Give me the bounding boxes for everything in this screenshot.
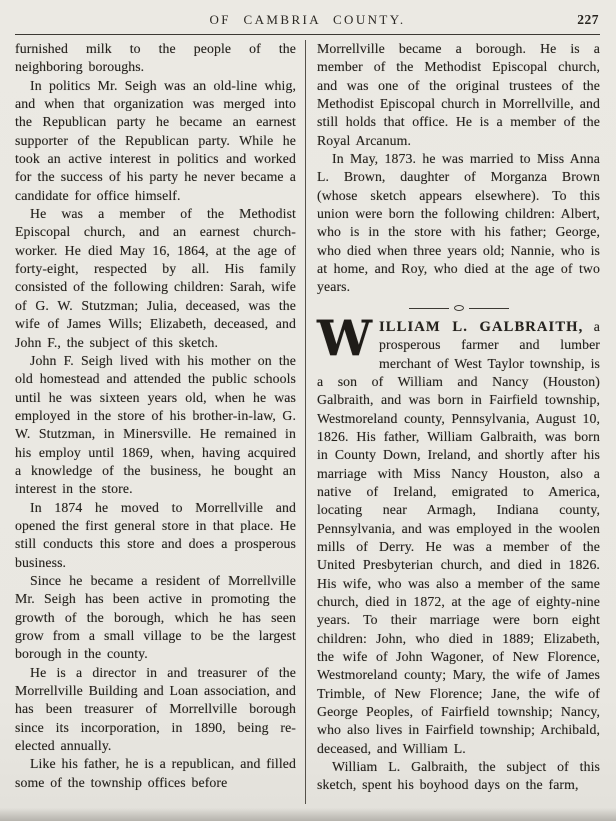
paragraph: In May, 1873. he was married to Miss Anna L. Brown, daughter of Morganza Brown (whose sketch appears elsewhere). To this union were born the following children: Albert, who is in the store with his father; George, who died when three years old; Nannie, who is at home, and Roy, who died at the age of two years. — [317, 151, 600, 295]
page-number: 227 — [577, 12, 599, 27]
paragraph: Like his father, he is a republican, and filled some of the township offices before — [15, 756, 296, 790]
paragraph: Morrellville became a borough. He is a member of the Methodist Episcopal church, and was one of the original trustees of the Methodist Episcopal church in Morrellville, and still holds that office. He is a member of the Royal Arcanum. — [317, 41, 600, 148]
galbraith-intro-text: a prosperous farmer and lumber merchant of West Taylor township, is a son of William and Nancy (Houston) Galbraith, and was born in Fairfield township, Westmoreland county, Pennsylvania, August 10, 1826. His father, William Galbraith, was born in County Down, Ireland, and shortly after his marriage with Miss Nancy Houston, also a native of Ireland, emigrated to America, locating near Armagh, Indiana county, Pennsylvania, and was employed in the woolen mills of Derry. He was a member of the United Presbyterian church, and died in 1826. His wife, who was also a member of the same church, died in 1872, at the age of eighty-nine years. To their marriage were born eight children: John, who died in 1889; Elizabeth, the wife of John Wagoner, of New Florence, Westmoreland county; Mary, the wife of James Trimble, of New Florence; Jane, the wife of George Peoples, of Fairfield township; Nancy, who also lives in Fairfield township; Archibald, deceased, and William L. — [317, 318, 600, 756]
running-head: OF CAMBRIA COUNTY. — [209, 12, 406, 27]
page-header — [15, 7, 600, 31]
galbraith-name-caps: ILLIAM L. GALBRAITH, — [379, 318, 584, 335]
text-columns — [15, 40, 600, 804]
paragraph: He is a director in and treasurer of the Morrellville Building and Loan association, and has been treasurer of Morrellville borough since its incorporation, in 1890, being re-elected annually. — [15, 664, 296, 754]
paragraph: John F. Seigh lived with his mother on the old homestead and attended the public schools until he was sixteen years old, when he was employed in the store of his brother-in-law, G. W. Stutzman, in Minersville. He remained in his employ until 1869, when, having acquired a knowledge of the business, he bought an interest in the store. — [15, 352, 296, 497]
paragraph: William L. Galbraith, the subject of this sketch, spent his boyhood days on the farm, — [317, 759, 600, 793]
paragraph: In politics Mr. Seigh was an old-line whig, and when that organization was merged into the Republican party he became an earnest supporter of the Republican party. While he took an active interest in politics and worked for the success of his party he never became a candidate for office himself. — [15, 77, 296, 203]
galbraith-intro-paragraph — [317, 308, 600, 758]
dropcap-letter-w: W — [317, 308, 373, 367]
paragraph: In 1874 he moved to Morrellville and opened the first general store in that place. He still conducts this store and does a prosperous business. — [15, 499, 296, 570]
ornament-lens-icon — [454, 305, 464, 311]
paragraph: furnished milk to the people of the neighboring boroughs. — [15, 41, 296, 75]
paragraph: He was a member of the Methodist Episcopal church, and an earnest church-worker. He died May 16, 1864, at the age of forty-eight, respected by all. His family consisted of the following children: Sarah, wife of G. W. Stutzman; Julia, deceased, was the wife of James Wills; Elizabeth, deceased, and John F., the subject of this sketch. — [15, 206, 296, 350]
paragraph: Since he became a resident of Morrellville Mr. Seigh has been active in promoting the growth of the borough, which he has seen grow from a small village to be the largest borough in the county. — [15, 572, 296, 662]
scan-edge-shadow — [0, 808, 616, 821]
ornament-line — [409, 308, 449, 309]
ornament-line — [469, 308, 509, 309]
right-column — [305, 40, 600, 804]
header-rule — [15, 34, 600, 35]
left-column — [15, 40, 305, 804]
